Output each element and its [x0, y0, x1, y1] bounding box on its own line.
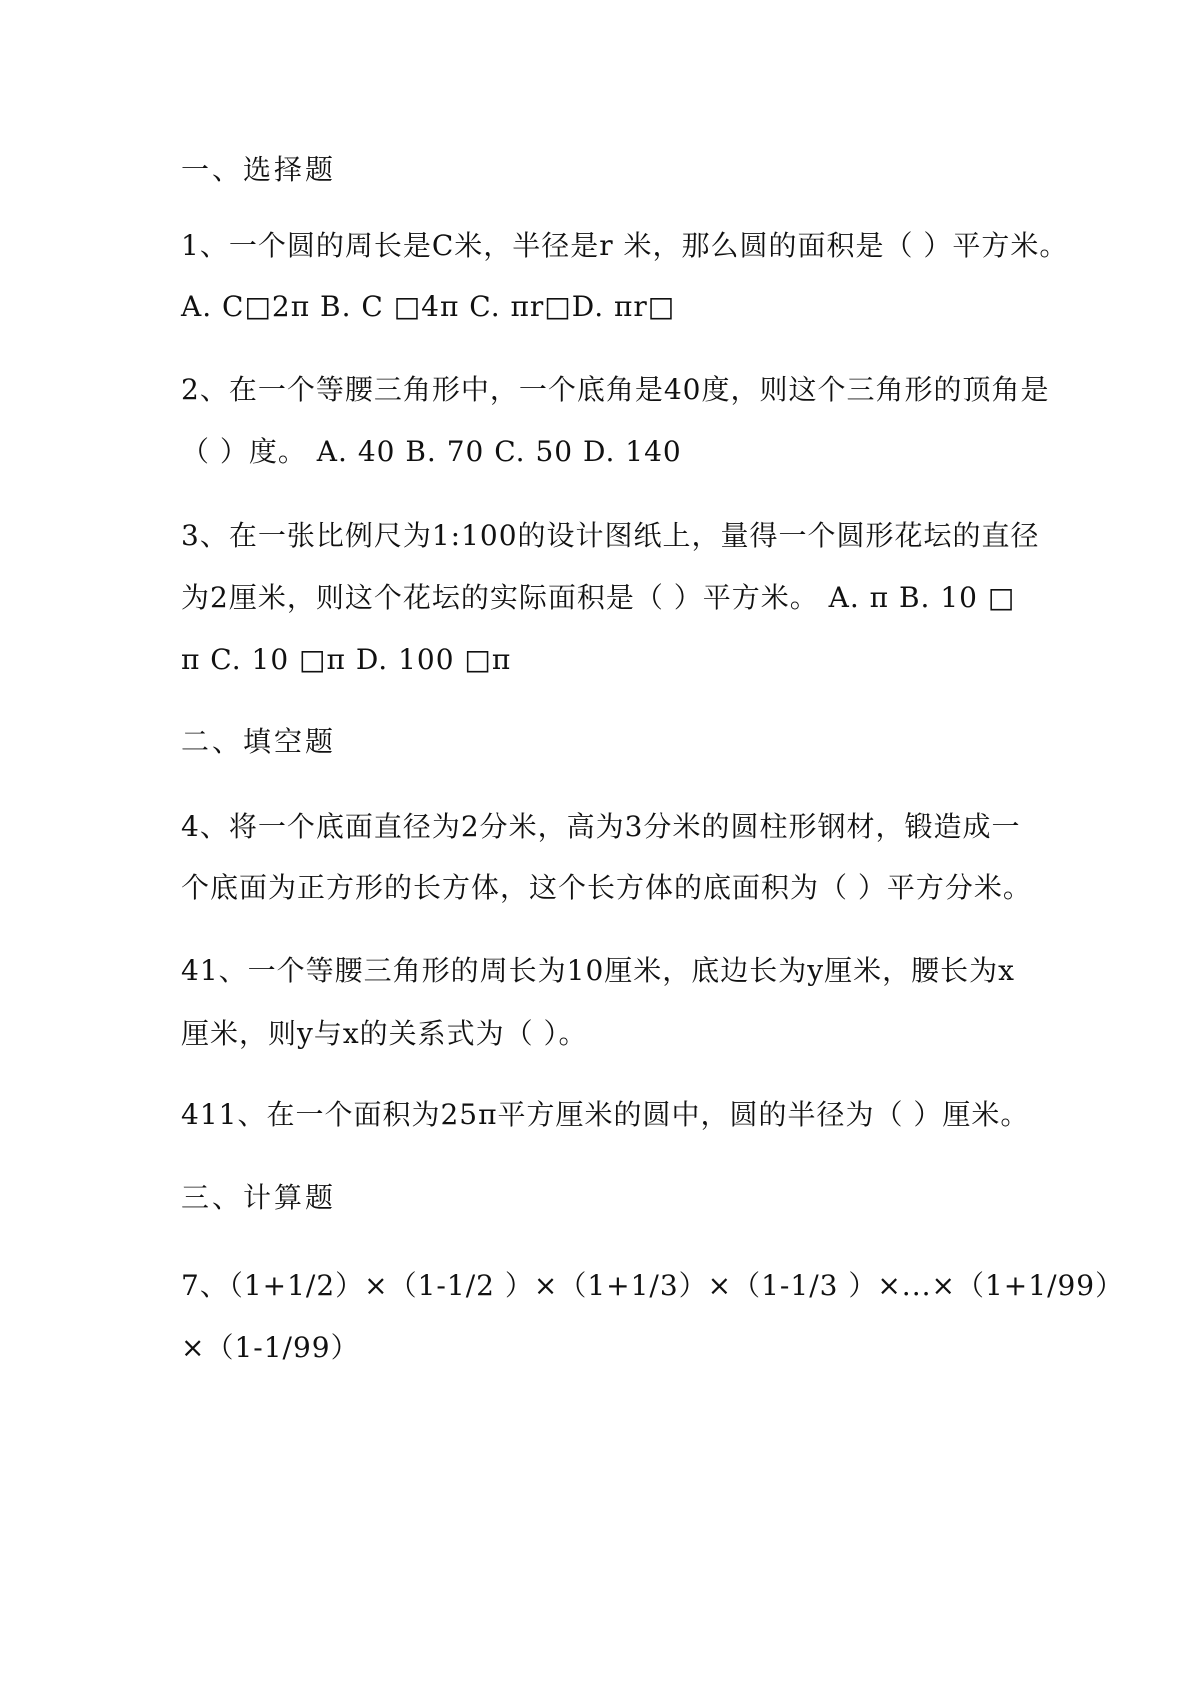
section-heading-choice: 一、选择题 [181, 153, 337, 186]
question-7-line-2: ×（1-1/99） [181, 1331, 360, 1364]
question-411-line-1: 411、在一个面积为25π平方厘米的圆中，圆的半径为（ ）厘米。 [181, 1098, 1030, 1131]
question-1-line-1: 1、一个圆的周长是C米，半径是r 米，那么圆的面积是（ ）平方米。 [181, 229, 1069, 262]
question-41-line-1: 41、一个等腰三角形的周长为10厘米，底边长为y厘米，腰长为x [181, 954, 1015, 987]
question-4-line-2: 个底面为正方形的长方体，这个长方体的底面积为（ ）平方分米。 [181, 871, 1032, 904]
question-2-line-1: 2、在一个等腰三角形中，一个底角是40度，则这个三角形的顶角是 [181, 373, 1050, 406]
question-41-line-2: 厘米，则y与x的关系式为（ ）。 [181, 1017, 588, 1050]
question-2-line-2: （ ）度。 A. 40 B. 70 C. 50 D. 140 [181, 435, 682, 468]
section-heading-fill-in: 二、填空题 [181, 725, 337, 758]
question-4-line-1: 4、将一个底面直径为2分米，高为3分米的圆柱形钢材，锻造成一 [181, 810, 1021, 843]
question-3-line-1: 3、在一张比例尺为1:100的设计图纸上，量得一个圆形花坛的直径 [181, 519, 1040, 552]
question-7-line-1: 7、（1+1/2）×（1-1/2 ）×（1+1/3）×（1-1/3 ）×...×（1+1/99） [181, 1269, 1125, 1302]
section-heading-calculation: 三、计算题 [181, 1181, 337, 1214]
question-3-line-3: π C. 10 □π D. 100 □π [181, 643, 512, 676]
question-3-line-2: 为2厘米，则这个花坛的实际面积是（ ）平方米。 A. π B. 10 □ [181, 581, 1016, 614]
question-1-options: A. C□2π B. C □4π C. πr□D. πr□ [181, 290, 676, 323]
